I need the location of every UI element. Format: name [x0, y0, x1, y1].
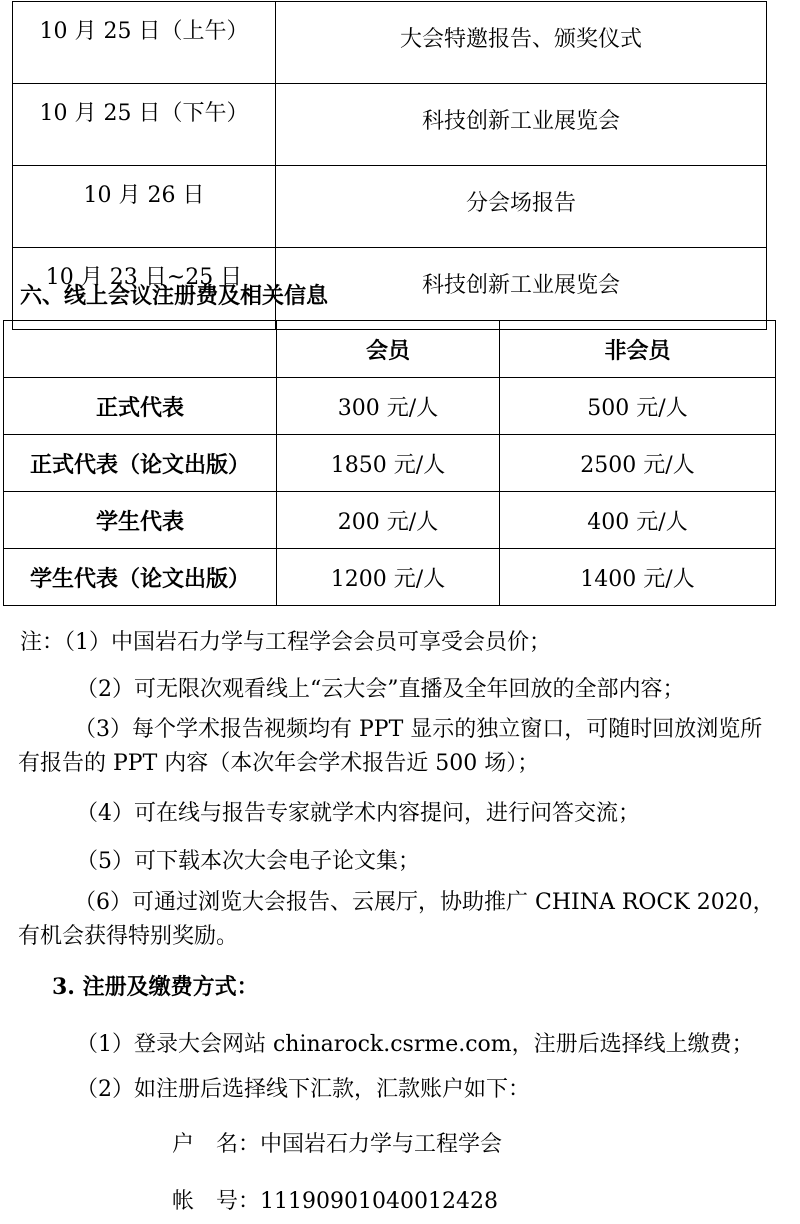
- note-3: （3）每个学术报告视频均有 PPT 显示的独立窗口，可随时回放浏览所有报告的 PPT 内容（本次年会学术报告近 500 场）；: [18, 717, 763, 776]
- account-name-row: [172, 1127, 502, 1158]
- schedule-date: 10 月 25 日（下午）: [13, 84, 276, 166]
- fee-table: [3, 320, 776, 606]
- account-number-label: 帐 号：: [172, 1189, 261, 1214]
- table-row: [13, 2, 767, 84]
- fee-nonmember: 1400 元/人: [500, 549, 776, 606]
- fee-nonmember: 500 元/人: [500, 378, 776, 435]
- fee-member: 300 元/人: [277, 378, 500, 435]
- table-row: [13, 84, 767, 166]
- schedule-date: 10 月 26 日: [13, 166, 276, 248]
- fee-member: 1850 元/人: [277, 435, 500, 492]
- note-6: （6）可通过浏览大会报告、云展厅，协助推广 CHINA ROCK 2020，有机会获得特别奖励。: [18, 890, 775, 949]
- table-row: [4, 378, 776, 435]
- fee-nonmember: 2500 元/人: [500, 435, 776, 492]
- fee-type: 正式代表（论文出版）: [4, 435, 277, 492]
- schedule-event: 科技创新工业展览会: [276, 84, 767, 166]
- table-row: [4, 435, 776, 492]
- table-header-row: [4, 321, 776, 378]
- table-row: [4, 492, 776, 549]
- account-name-value: 中国岩石力学与工程学会: [260, 1132, 503, 1157]
- table-row: [4, 549, 776, 606]
- note-5: （5）可下载本次大会电子论文集；: [76, 849, 420, 874]
- header-member: 会员: [277, 321, 500, 378]
- note-4: （4）可在线与报告专家就学术内容提问，进行问答交流；: [76, 801, 640, 826]
- header-empty: [4, 321, 277, 378]
- fee-type: 学生代表（论文出版）: [4, 549, 277, 606]
- note-1: 注：（1）中国岩石力学与工程学会会员可享受会员价；: [20, 630, 551, 655]
- table-row: [13, 166, 767, 248]
- schedule-event: 大会特邀报告、颁奖仪式: [276, 2, 767, 84]
- fee-member: 1200 元/人: [277, 549, 500, 606]
- section-six-title: 六、线上会议注册费及相关信息: [20, 283, 329, 309]
- fee-type: 正式代表: [4, 378, 277, 435]
- schedule-date: 10 月 23 日~25 日: [13, 248, 276, 330]
- account-number-value: 11190901040012428: [260, 1189, 498, 1214]
- fee-nonmember: 400 元/人: [500, 492, 776, 549]
- payment-title: 3. 注册及缴费方式：: [52, 974, 259, 1000]
- fee-type: 学生代表: [4, 492, 277, 549]
- schedule-date: 10 月 25 日（上午）: [13, 2, 276, 84]
- note-2: （2）可无限次观看线上“云大会”直播及全年回放的全部内容；: [76, 677, 685, 702]
- schedule-event: 分会场报告: [276, 166, 767, 248]
- payment-step-2: （2）如注册后选择线下汇款，汇款账户如下：: [76, 1077, 530, 1102]
- account-name-label: 户 名：: [172, 1132, 261, 1157]
- header-nonmember: 非会员: [500, 321, 776, 378]
- fee-member: 200 元/人: [277, 492, 500, 549]
- payment-step-1: （1）登录大会网站 chinarock.csrme.com，注册后选择线上缴费；: [76, 1032, 754, 1057]
- account-number-row: [172, 1184, 498, 1215]
- schedule-event: 科技创新工业展览会: [276, 248, 767, 330]
